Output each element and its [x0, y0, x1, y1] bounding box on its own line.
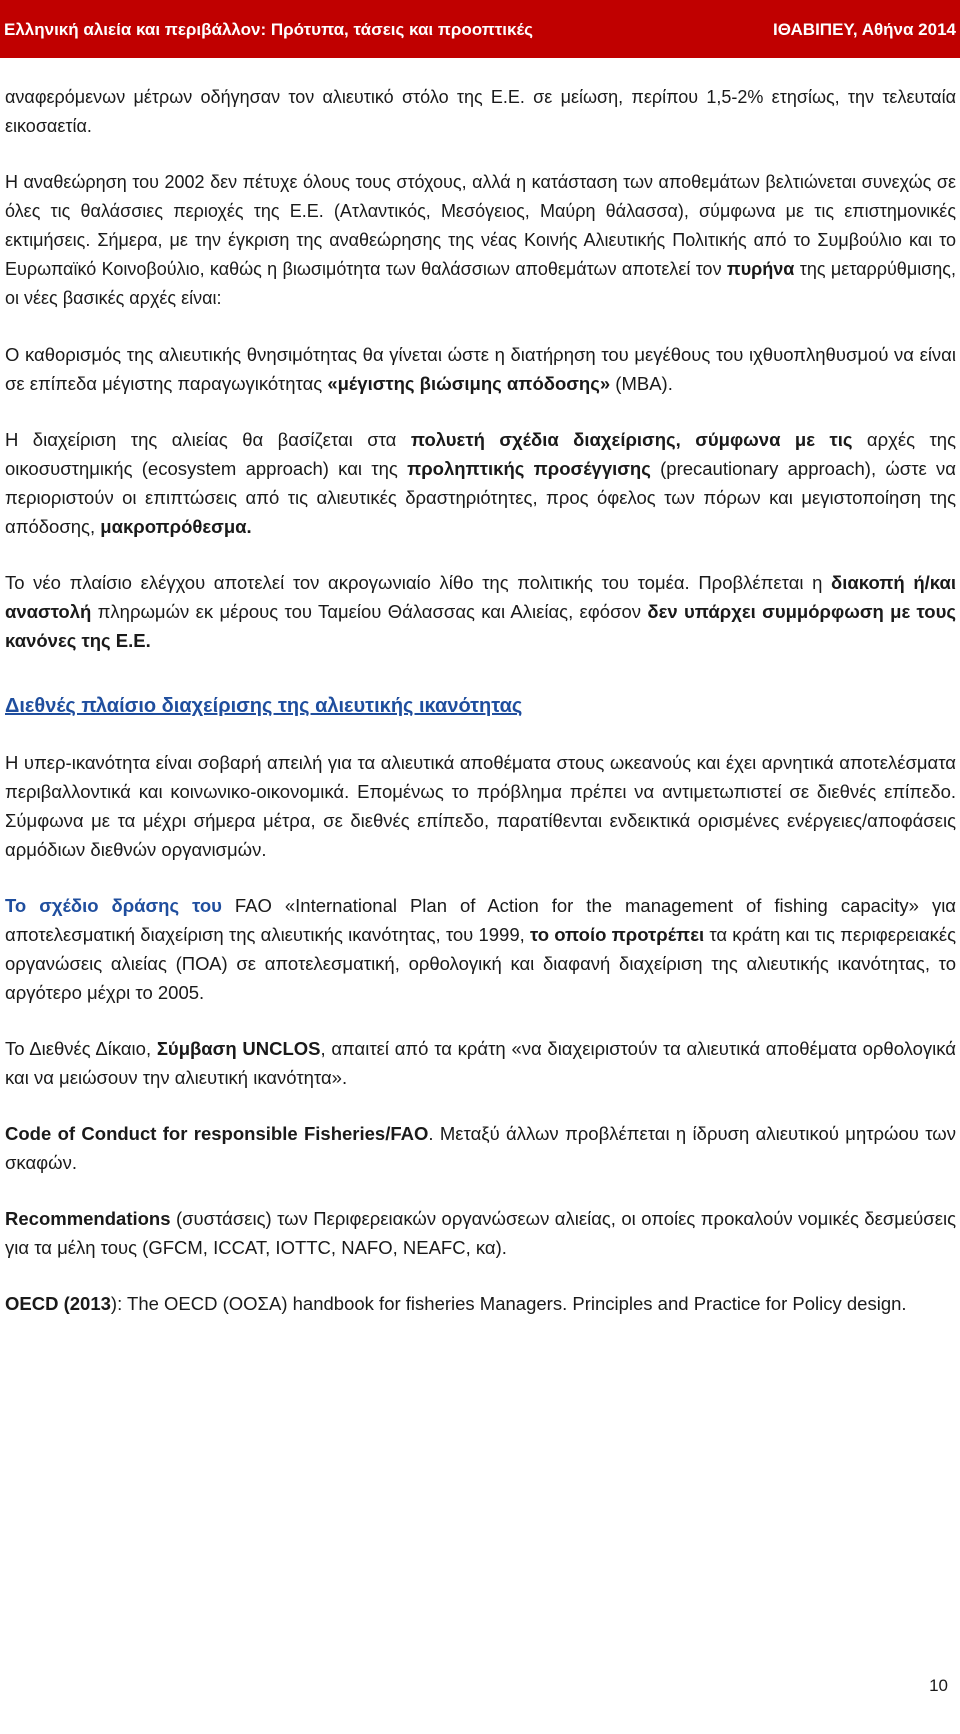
paragraph-overcapacity: Η υπερ-ικανότητα είναι σοβαρή απειλή για τα αλιευτικά αποθέματα στους ωκεανούς και έχει αρνητικά αποτελέσματα περιβαλλοντικά και κοινωνικο-οικονομικά. Επομένως το πρόβλημα πρέπει να αντιμετωπιστεί σε διεθνές επίπεδο. Σύμφωνα με τα μέχρι σήμερα μέτρα, σε διεθνές επίπεδο, παρατίθενται ενδεικτικά ορισμένες ενέργειες/αποφάσεις αρμόδιων διεθνών οργανισμών. [5, 752, 956, 860]
document-body [5, 83, 956, 1318]
bold-text: το οποίο προτρέπει [529, 924, 705, 945]
text-run: (MBA). [610, 373, 673, 394]
text-run: , απαιτεί από τα κράτη «να διαχειριστούν τα αλιευτικά αποθέματα ορθολογικά και να μειώσουν την αλιευτική ικανότητα». [5, 1038, 956, 1088]
text-run: αρχές της οικοσυστημικής (ecosystem approach) και της [5, 429, 956, 479]
text-run: Η διαχείριση της αλιείας θα βασίζεται στα [5, 429, 411, 450]
text-run: Ο καθορισμός της αλιευτικής θνησιμότητας θα γίνεται ώστε η διατήρηση του μεγέθους του ιχθυοπληθυσμού να είναι σε επίπεδα μέγιστης παραγωγικότητας [5, 344, 956, 394]
paragraph-recommendations [5, 1204, 956, 1262]
bold-text: OECD (2013 [5, 1293, 111, 1314]
page-number: 10 [929, 1676, 948, 1695]
page-header [0, 0, 960, 58]
paragraph-revision-2002 [5, 168, 956, 313]
bold-text: Σύμβαση UNCLOS [156, 1038, 321, 1059]
bold-text: προληπτικής προσέγγισης [407, 458, 651, 479]
header-publisher: ΙΘΑΒΙΠΕΥ, Αθήνα 2014 [773, 20, 956, 39]
paragraph-code-of-conduct [5, 1119, 956, 1177]
paragraph-control-framework [5, 568, 956, 655]
bold-text: Recommendations [5, 1208, 171, 1229]
section-heading: Διεθνές πλαίσιο διαχείρισης της αλιευτικής ικανότητας [5, 695, 523, 717]
paragraph-unclos [5, 1034, 956, 1092]
bold-text: «μέγιστης βιώσιμης απόδοσης» [327, 373, 611, 394]
bold-text: πυρήνα [726, 259, 795, 279]
bold-text: δεν υπάρχει συμμόρφωση με τους κανόνες της Ε.Ε. [5, 601, 956, 651]
text-run: της μεταρρύθμισης, οι νέες βασικές αρχές είναι: [5, 259, 956, 308]
text-run: Το νέο πλαίσιο ελέγχου αποτελεί τον ακρογωνιαίο λίθο της πολιτικής του τομέα. Προβλέπεται η [5, 572, 832, 593]
paragraph-management-plans [5, 425, 956, 541]
bold-text: Code of Conduct for responsible Fisheries/FAO [5, 1123, 429, 1144]
paragraph-msy [5, 340, 956, 398]
bold-text: πολυετή σχέδια διαχείρισης, σύμφωνα με τις [410, 429, 853, 450]
text-run: πληρωμών εκ μέρους του Ταμείου Θάλασσας και Αλιείας, εφόσον [91, 601, 648, 622]
text-run: (precautionary approach), ώστε να περιοριστούν οι επιπτώσεις από τις αλιευτικές δραστηριότητες, προς όφελος των πόρων και μεγιστοποίηση της απόδοσης, [5, 458, 956, 537]
header-title: Ελληνική αλιεία και περιβάλλον: Πρότυπα, τάσεις και προοπτικές [4, 20, 534, 39]
bold-text: διακοπή ή/και αναστολή [5, 572, 956, 622]
text-run: ): The OECD (ΟΟΣΑ) handbook for fisheries Managers. Principles and Practice for Policy design. [110, 1293, 907, 1314]
paragraph-oecd [5, 1289, 956, 1318]
bold-text: μακροπρόθεσμα. [100, 516, 252, 537]
text-run: . Μεταξύ άλλων προβλέπεται η ίδρυση αλιευτικού μητρώου των σκαφών. [5, 1123, 957, 1173]
highlight-text: Το σχέδιο δράσης του [5, 895, 222, 916]
text-run: FAO «International Plan of Action for the management of fishing capacity» για αποτελεσματική διαχείριση της αλιευτικής ικανότητας, του 1999, [5, 895, 957, 945]
text-run: Η αναθεώρηση του 2002 δεν πέτυχε όλους τους στόχους, αλλά η κατάσταση των αποθεμάτων βελτιώνεται συνεχώς σε όλες τις θαλάσσιες περιοχές της Ε.Ε. (Ατλαντικός, Μεσόγειος, Μαύρη θάλασσα), σύμφωνα με τις επιστημονικές εκτιμήσεις. Σήμερα, με την έγκριση της αναθεώρησης της νέας Κοινής Αλιευτικής Πολιτικής από το Συμβούλιο και το Ευρωπαϊκό Κοινοβούλιο, καθώς η βιωσιμότητα των θαλάσσιων αποθεμάτων αποτελεί τον [5, 172, 956, 279]
text-run: (συστάσεις) των Περιφερειακών οργανώσεων αλιείας, οι οποίες προκαλούν νομικές δεσμεύσεις για τα μέλη τους (GFCM, ICCAT, IOTTC, NAFO, NEAFC, κα). [5, 1208, 956, 1258]
paragraph-fao-plan [5, 891, 956, 1007]
text-run: τα κράτη και τις περιφερειακές οργανώσεις αλιείας (ΠΟΑ) σε αποτελεσματική, ορθολογική και διαφανή διαχείριση της αλιευτικής ικανότητας, το αργότερο μέχρι το 2005. [5, 924, 956, 1003]
text-run: Το Διεθνές Δίκαιο, [5, 1038, 157, 1059]
paragraph-fleet-reduction: αναφερόμενων μέτρων οδήγησαν τον αλιευτικό στόλο της Ε.Ε. σε μείωση, περίπου 1,5-2% ετησίως, την τελευταία εικοσαετία. [5, 87, 956, 136]
